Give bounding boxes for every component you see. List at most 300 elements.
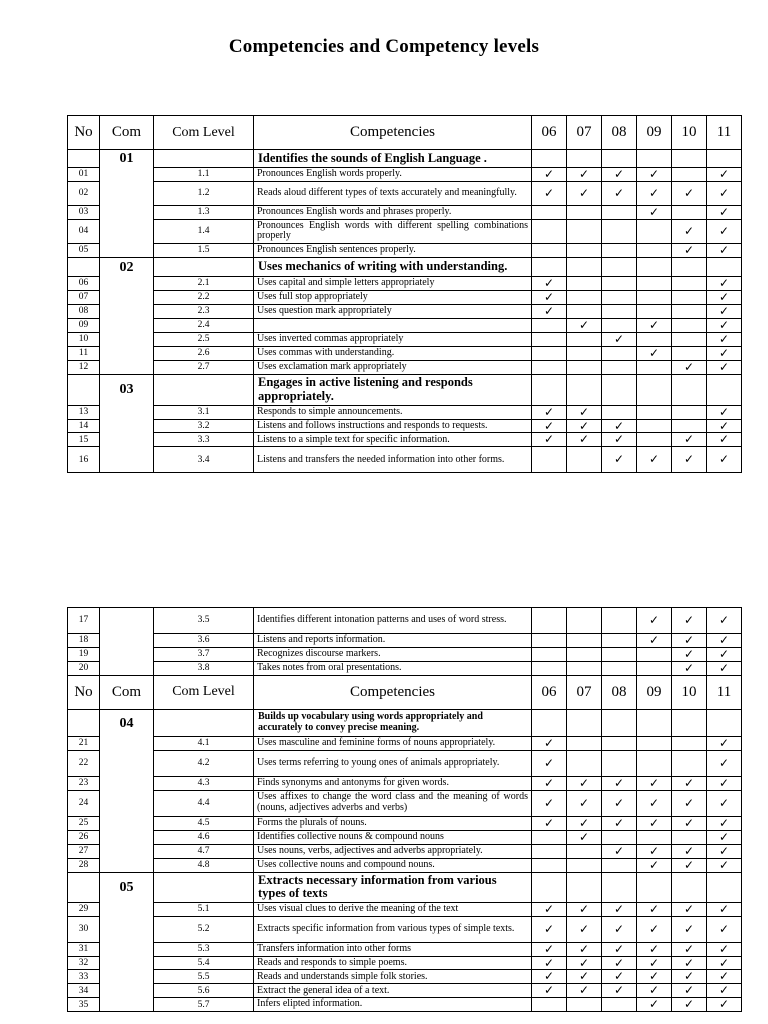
level-description: Transfers information into other forms xyxy=(254,942,532,956)
competency-code: 03 xyxy=(100,374,154,405)
level-description: Listens to a simple text for specific information. xyxy=(254,433,532,447)
grade-cell xyxy=(602,970,637,984)
grade-cell xyxy=(707,346,742,360)
grade-cell xyxy=(637,419,672,433)
grade-cell xyxy=(637,872,672,902)
grade-cell xyxy=(707,257,742,276)
level-description: Pronounces English words and phrases properly. xyxy=(254,205,532,219)
grade-cell xyxy=(637,970,672,984)
competency-table-1 xyxy=(67,115,742,473)
check-icon: ✓ xyxy=(648,185,660,200)
competency-level: 3.3 xyxy=(154,433,254,447)
competency-level: 3.8 xyxy=(154,661,254,675)
competency-level: 5.1 xyxy=(154,902,254,916)
check-icon: ✓ xyxy=(613,921,625,936)
grade-cell xyxy=(532,956,567,970)
check-icon: ✓ xyxy=(578,969,590,984)
check-icon: ✓ xyxy=(683,858,695,872)
check-icon: ✓ xyxy=(613,956,625,970)
header-cell: Competencies xyxy=(254,675,532,709)
check-icon: ✓ xyxy=(648,633,660,647)
check-icon: ✓ xyxy=(613,795,625,810)
grade-cell xyxy=(672,830,707,844)
grade-cell xyxy=(707,998,742,1012)
grade-cell xyxy=(707,647,742,661)
grade-cell xyxy=(672,844,707,858)
check-icon: ✓ xyxy=(613,185,625,200)
grade-cell xyxy=(567,844,602,858)
check-icon: ✓ xyxy=(578,830,590,844)
table-row xyxy=(68,647,742,661)
table-row xyxy=(68,168,742,182)
grade-cell xyxy=(672,257,707,276)
grade-cell xyxy=(602,608,637,634)
grade-cell xyxy=(672,902,707,916)
check-icon: ✓ xyxy=(613,332,625,346)
grade-cell xyxy=(672,998,707,1012)
level-description: Uses capital and simple letters appropriately xyxy=(254,276,532,290)
row-number: 33 xyxy=(68,970,100,984)
grade-cell xyxy=(637,776,672,790)
check-icon: ✓ xyxy=(683,661,695,675)
competency-level: 2.2 xyxy=(154,290,254,304)
table-row xyxy=(68,816,742,830)
check-icon: ✓ xyxy=(648,844,660,858)
table-row xyxy=(68,942,742,956)
check-icon: ✓ xyxy=(683,243,695,257)
check-icon: ✓ xyxy=(648,902,660,916)
grade-cell xyxy=(532,374,567,405)
grade-cell xyxy=(672,608,707,634)
grade-cell xyxy=(567,634,602,648)
header-cell: 06 xyxy=(532,116,567,150)
check-icon: ✓ xyxy=(613,902,625,916)
grade-cell xyxy=(707,447,742,473)
check-icon: ✓ xyxy=(648,956,660,970)
competency-level: 2.4 xyxy=(154,318,254,332)
grade-cell xyxy=(637,916,672,942)
competency-level: 3.6 xyxy=(154,634,254,648)
check-icon: ✓ xyxy=(718,956,730,970)
grade-cell xyxy=(672,150,707,168)
blank-cell xyxy=(154,872,254,902)
grade-cell xyxy=(637,276,672,290)
check-icon: ✓ xyxy=(578,983,590,998)
grade-cell xyxy=(707,276,742,290)
grade-cell xyxy=(707,360,742,374)
grade-cell xyxy=(602,360,637,374)
grade-cell xyxy=(707,956,742,970)
grade-cell xyxy=(532,634,567,648)
table-row xyxy=(68,360,742,374)
grade-cell xyxy=(602,447,637,473)
grade-cell xyxy=(672,970,707,984)
grade-cell xyxy=(637,405,672,419)
grade-cell xyxy=(672,984,707,998)
check-icon: ✓ xyxy=(578,921,590,936)
row-number: 35 xyxy=(68,998,100,1012)
grade-cell xyxy=(707,844,742,858)
blank-cell xyxy=(68,150,100,168)
level-description: Identifies collective nouns & compound nouns xyxy=(254,830,532,844)
check-icon: ✓ xyxy=(683,223,695,238)
check-icon: ✓ xyxy=(718,647,730,661)
grade-cell xyxy=(532,219,567,243)
check-icon: ✓ xyxy=(648,613,660,628)
table-row xyxy=(68,916,742,942)
competency-level: 4.7 xyxy=(154,844,254,858)
competency-code-span xyxy=(100,276,154,374)
level-description: Finds synonyms and antonyms for given words. xyxy=(254,776,532,790)
table-row xyxy=(68,181,742,205)
grade-cell xyxy=(567,750,602,776)
grade-cell xyxy=(567,902,602,916)
level-description: Uses nouns, verbs, adjectives and adverbs appropriately. xyxy=(254,844,532,858)
grade-cell xyxy=(637,736,672,750)
grade-cell xyxy=(637,902,672,916)
grade-cell xyxy=(672,318,707,332)
grade-cell xyxy=(532,776,567,790)
table-row xyxy=(68,405,742,419)
grade-cell xyxy=(532,290,567,304)
check-icon: ✓ xyxy=(543,755,555,770)
row-number: 08 xyxy=(68,304,100,318)
competency-level: 5.2 xyxy=(154,916,254,942)
grade-cell xyxy=(567,405,602,419)
grade-cell xyxy=(637,998,672,1012)
check-icon: ✓ xyxy=(648,776,660,790)
grade-cell xyxy=(532,984,567,998)
level-description: Uses inverted commas appropriately xyxy=(254,332,532,346)
competency-section-row xyxy=(68,872,742,902)
table-row xyxy=(68,830,742,844)
grade-cell xyxy=(602,219,637,243)
grade-cell xyxy=(602,830,637,844)
grade-cell xyxy=(532,257,567,276)
grade-cell xyxy=(532,405,567,419)
check-icon: ✓ xyxy=(543,290,555,304)
grade-cell xyxy=(602,647,637,661)
check-icon: ✓ xyxy=(718,921,730,936)
competency-level: 3.4 xyxy=(154,447,254,473)
competency-level: 4.1 xyxy=(154,736,254,750)
check-icon: ✓ xyxy=(718,983,730,998)
header-cell: No xyxy=(68,116,100,150)
level-description: Uses commas with understanding. xyxy=(254,346,532,360)
check-icon: ✓ xyxy=(718,942,730,956)
check-icon: ✓ xyxy=(648,858,660,872)
competency-code-span xyxy=(100,168,154,258)
check-icon: ✓ xyxy=(718,167,730,181)
check-icon: ✓ xyxy=(578,167,590,181)
grade-cell xyxy=(602,816,637,830)
row-number: 01 xyxy=(68,168,100,182)
check-icon: ✓ xyxy=(613,816,625,830)
grade-cell xyxy=(672,776,707,790)
grade-cell xyxy=(602,634,637,648)
grade-cell xyxy=(602,374,637,405)
grade-cell xyxy=(567,998,602,1012)
table-row xyxy=(68,998,742,1012)
level-description: Pronounces English words properly. xyxy=(254,168,532,182)
grade-cell xyxy=(532,816,567,830)
grade-cell xyxy=(672,858,707,872)
table-row xyxy=(68,902,742,916)
grade-cell xyxy=(602,181,637,205)
grade-cell xyxy=(602,346,637,360)
table-row xyxy=(68,984,742,998)
table-row xyxy=(68,970,742,984)
grade-cell xyxy=(707,168,742,182)
table-row xyxy=(68,419,742,433)
grade-cell xyxy=(707,374,742,405)
check-icon: ✓ xyxy=(718,816,730,830)
grade-cell xyxy=(672,956,707,970)
level-description: Uses full stop appropriately xyxy=(254,290,532,304)
competency-level: 4.5 xyxy=(154,816,254,830)
level-description: Uses exclamation mark appropriately xyxy=(254,360,532,374)
grade-cell xyxy=(567,374,602,405)
grade-cell xyxy=(567,970,602,984)
grade-cell xyxy=(707,709,742,736)
grade-cell xyxy=(602,790,637,816)
table-row xyxy=(68,346,742,360)
check-icon: ✓ xyxy=(578,816,590,830)
check-icon: ✓ xyxy=(718,858,730,872)
grade-cell xyxy=(672,942,707,956)
grade-cell xyxy=(707,433,742,447)
grade-cell xyxy=(672,405,707,419)
grade-cell xyxy=(602,433,637,447)
row-number: 10 xyxy=(68,332,100,346)
grade-cell xyxy=(567,661,602,675)
grade-cell xyxy=(672,374,707,405)
grade-cell xyxy=(672,634,707,648)
grade-cell xyxy=(672,243,707,257)
header-row xyxy=(68,116,742,150)
level-description: Listens and transfers the needed information into other forms. xyxy=(254,447,532,473)
check-icon: ✓ xyxy=(543,921,555,936)
grade-cell xyxy=(567,790,602,816)
grade-cell xyxy=(637,984,672,998)
grade-cell xyxy=(532,433,567,447)
grade-cell xyxy=(532,243,567,257)
competency-section-row xyxy=(68,257,742,276)
grade-cell xyxy=(567,447,602,473)
row-number: 06 xyxy=(68,276,100,290)
check-icon: ✓ xyxy=(648,816,660,830)
grade-cell xyxy=(637,346,672,360)
header-cell: 08 xyxy=(602,116,637,150)
competency-level: 1.1 xyxy=(154,168,254,182)
grade-cell xyxy=(707,790,742,816)
grade-cell xyxy=(602,956,637,970)
grade-cell xyxy=(602,902,637,916)
competency-level: 5.5 xyxy=(154,970,254,984)
grade-cell xyxy=(672,750,707,776)
grade-cell xyxy=(637,318,672,332)
header-cell: 10 xyxy=(672,675,707,709)
table-row xyxy=(68,661,742,675)
grade-cell xyxy=(707,150,742,168)
competency-level: 4.8 xyxy=(154,858,254,872)
table-row xyxy=(68,290,742,304)
level-description: Reads and understands simple folk stories. xyxy=(254,970,532,984)
grade-cell xyxy=(567,219,602,243)
grade-cell xyxy=(602,318,637,332)
grade-cell xyxy=(602,168,637,182)
check-icon: ✓ xyxy=(578,185,590,200)
grade-cell xyxy=(672,419,707,433)
grade-cell xyxy=(532,844,567,858)
grade-cell xyxy=(672,346,707,360)
grade-cell xyxy=(672,916,707,942)
blank-cell xyxy=(154,257,254,276)
check-icon: ✓ xyxy=(683,795,695,810)
check-icon: ✓ xyxy=(543,304,555,318)
grade-cell xyxy=(707,872,742,902)
grade-cell xyxy=(602,243,637,257)
grade-cell xyxy=(602,984,637,998)
row-number: 19 xyxy=(68,647,100,661)
level-description: Uses terms referring to young ones of animals appropriately. xyxy=(254,750,532,776)
competency-code-span xyxy=(100,902,154,1012)
check-icon: ✓ xyxy=(543,942,555,956)
competency-level: 4.6 xyxy=(154,830,254,844)
grade-cell xyxy=(567,290,602,304)
grade-cell xyxy=(567,257,602,276)
grade-cell xyxy=(532,736,567,750)
row-number: 04 xyxy=(68,219,100,243)
grade-cell xyxy=(707,984,742,998)
grade-cell xyxy=(567,419,602,433)
grade-cell xyxy=(532,709,567,736)
grade-cell xyxy=(567,181,602,205)
check-icon: ✓ xyxy=(543,902,555,916)
check-icon: ✓ xyxy=(578,776,590,790)
check-icon: ✓ xyxy=(718,276,730,290)
grade-cell xyxy=(637,374,672,405)
grade-cell xyxy=(532,346,567,360)
grade-cell xyxy=(707,661,742,675)
grade-cell xyxy=(602,150,637,168)
competency-level: 3.1 xyxy=(154,405,254,419)
grade-cell xyxy=(532,902,567,916)
check-icon: ✓ xyxy=(543,776,555,790)
grade-cell xyxy=(532,647,567,661)
level-description: Reads aloud different types of texts accurately and meaningfully. xyxy=(254,181,532,205)
check-icon: ✓ xyxy=(683,432,695,447)
check-icon: ✓ xyxy=(683,902,695,916)
grade-cell xyxy=(567,830,602,844)
grade-cell xyxy=(707,830,742,844)
check-icon: ✓ xyxy=(718,452,730,467)
grade-cell xyxy=(637,790,672,816)
grade-cell xyxy=(707,219,742,243)
competency-level: 4.2 xyxy=(154,750,254,776)
header-cell: Com xyxy=(100,675,154,709)
competency-level: 3.7 xyxy=(154,647,254,661)
level-description: Pronounces English words with different spelling combinations properly xyxy=(254,219,532,243)
grade-cell xyxy=(602,419,637,433)
check-icon: ✓ xyxy=(718,332,730,346)
check-icon: ✓ xyxy=(543,816,555,830)
blank-cell xyxy=(154,150,254,168)
competency-title: Extracts necessary information from various types of texts xyxy=(254,872,532,902)
check-icon: ✓ xyxy=(543,983,555,998)
grade-cell xyxy=(707,205,742,219)
competency-level: 5.6 xyxy=(154,984,254,998)
grade-cell xyxy=(532,872,567,902)
row-number: 15 xyxy=(68,433,100,447)
table-row xyxy=(68,844,742,858)
check-icon: ✓ xyxy=(578,795,590,810)
competency-section-row xyxy=(68,150,742,168)
grade-cell xyxy=(637,219,672,243)
grade-cell xyxy=(672,872,707,902)
table-row xyxy=(68,736,742,750)
level-description: Uses collective nouns and compound nouns. xyxy=(254,858,532,872)
table-row xyxy=(68,447,742,473)
competency-code-span xyxy=(100,608,154,676)
competency-level: 3.2 xyxy=(154,419,254,433)
check-icon: ✓ xyxy=(683,956,695,970)
check-icon: ✓ xyxy=(613,452,625,467)
competency-level: 3.5 xyxy=(154,608,254,634)
grade-cell xyxy=(532,998,567,1012)
grade-cell xyxy=(637,304,672,318)
grade-cell xyxy=(672,661,707,675)
blank-cell xyxy=(68,872,100,902)
competency-code: 02 xyxy=(100,257,154,276)
row-number: 25 xyxy=(68,816,100,830)
grade-cell xyxy=(567,816,602,830)
competency-level: 2.5 xyxy=(154,332,254,346)
header-row xyxy=(68,675,742,709)
grade-cell xyxy=(567,736,602,750)
check-icon: ✓ xyxy=(648,452,660,467)
grade-cell xyxy=(602,405,637,419)
grade-cell xyxy=(707,776,742,790)
grade-cell xyxy=(532,447,567,473)
check-icon: ✓ xyxy=(613,167,625,181)
competency-code: 04 xyxy=(100,709,154,736)
table-row xyxy=(68,790,742,816)
grade-cell xyxy=(637,816,672,830)
grade-cell xyxy=(637,647,672,661)
level-description xyxy=(254,318,532,332)
header-cell: 11 xyxy=(707,675,742,709)
table-row xyxy=(68,433,742,447)
competency-code: 01 xyxy=(100,150,154,168)
level-description: Pronounces English sentences properly. xyxy=(254,243,532,257)
row-number: 30 xyxy=(68,916,100,942)
level-description: Extracts specific information from various types of simple texts. xyxy=(254,916,532,942)
grade-cell xyxy=(707,290,742,304)
grade-cell xyxy=(672,290,707,304)
grade-cell xyxy=(672,219,707,243)
grade-cell xyxy=(637,360,672,374)
competency-level: 1.2 xyxy=(154,181,254,205)
check-icon: ✓ xyxy=(578,432,590,447)
grade-cell xyxy=(707,243,742,257)
row-number: 26 xyxy=(68,830,100,844)
grade-cell xyxy=(567,150,602,168)
row-number: 02 xyxy=(68,181,100,205)
check-icon: ✓ xyxy=(683,776,695,790)
check-icon: ✓ xyxy=(718,997,730,1012)
level-description: Extract the general idea of a text. xyxy=(254,984,532,998)
